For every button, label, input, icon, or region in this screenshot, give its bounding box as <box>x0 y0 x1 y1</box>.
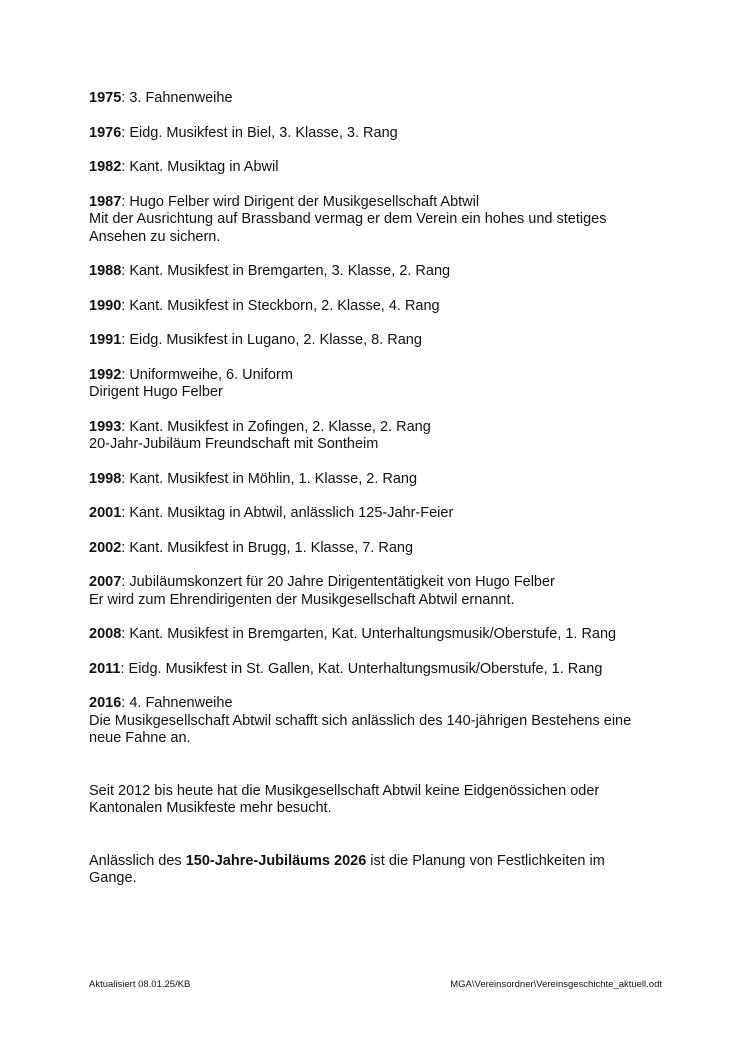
entry-line <box>89 626 679 644</box>
chronicle-entry <box>89 332 679 350</box>
entry-line <box>89 505 679 523</box>
entry-line <box>89 298 679 316</box>
entry-line <box>89 263 679 281</box>
chronicle-entry <box>89 367 679 402</box>
chronicle-entry <box>89 90 679 108</box>
entry-line <box>89 159 679 177</box>
entry-text: Mit der Ausrichtung auf Brassband vermag er dem Verein ein hohes und stetiges <box>89 211 607 227</box>
entry-year: 2011 <box>89 660 121 677</box>
footer-updated: Aktualisiert 08.01.25/KB <box>89 979 191 990</box>
entry-text: neue Fahne an. <box>89 730 191 746</box>
entry-year: 2007 <box>89 574 122 590</box>
entry-text: : Eidg. Musikfest in Lugano, 2. Klasse, 8. Rang <box>121 332 422 348</box>
entry-text: Dirigent Hugo Felber <box>89 384 223 400</box>
entry-line <box>89 90 679 108</box>
entry-year: 2001 <box>89 505 122 521</box>
entry-text: : Eidg. Musikfest in Biel, 3. Klasse, 3. Rang <box>121 124 398 141</box>
closing-paragraph-1 <box>89 783 679 818</box>
closing-2-bold: 150-Jahre-Jubiläums 2026 <box>185 852 367 869</box>
chronicle-entry <box>89 540 679 558</box>
entry-line <box>89 730 679 748</box>
chronicle-entry <box>89 159 679 177</box>
entry-text: : Kant. Musikfest in Zofingen, 2. Klasse, 2. Rang <box>121 418 431 435</box>
entry-year: 1991 <box>89 332 122 348</box>
entry-line <box>89 419 679 437</box>
entry-line <box>89 471 679 489</box>
entry-year: 1975 <box>89 90 122 106</box>
entry-year: 1998 <box>89 470 122 487</box>
entry-year: 1990 <box>89 297 122 314</box>
entry-year: 1993 <box>89 418 122 435</box>
chronicle-entry <box>89 626 679 644</box>
chronicle-entry <box>89 661 679 679</box>
entry-text: : 3. Fahnenweihe <box>121 90 233 106</box>
chronicle-entry <box>89 263 679 281</box>
closing-2-suffix: ist die Planung von Festlichkeiten im <box>366 852 605 869</box>
entry-line <box>89 713 679 731</box>
entry-text: : Kant. Musikfest in Möhlin, 1. Klasse, 2. Rang <box>121 470 418 487</box>
entry-year: 2008 <box>89 626 122 642</box>
chronicle-entries <box>89 90 679 748</box>
entry-line <box>89 661 679 679</box>
entry-line <box>89 695 679 713</box>
chronicle-entry <box>89 574 679 609</box>
chronicle-entry <box>89 505 679 523</box>
entry-text: : Eidg. Musikfest in St. Gallen, Kat. Unterhaltungsmusik/Oberstufe, 1. Rang <box>120 660 603 677</box>
chronicle-entry <box>89 194 679 247</box>
entry-line <box>89 436 679 454</box>
entry-line <box>89 367 679 385</box>
entry-year: 1992 <box>89 366 122 383</box>
entry-text: : Jubiläumskonzert für 20 Jahre Dirigententätigkeit von Hugo Felber <box>121 574 555 590</box>
entry-text: : Kant. Musiktag in Abtwil, anlässlich 125-Jahr-Feier <box>121 505 454 521</box>
chronicle-entry <box>89 695 679 748</box>
entry-text: Ansehen zu sichern. <box>89 228 221 245</box>
entry-year: 2016 <box>89 695 122 711</box>
entry-year: 1988 <box>89 263 122 279</box>
chronicle-entry <box>89 298 679 316</box>
entry-line <box>89 592 679 610</box>
closing-2-line-2: Gange. <box>89 870 137 886</box>
entry-year: 1976 <box>89 124 122 141</box>
entry-line <box>89 229 679 247</box>
entry-line <box>89 384 679 402</box>
chronicle-entry <box>89 419 679 454</box>
entry-text: : Hugo Felber wird Dirigent der Musikgesellschaft Abtwil <box>121 193 480 210</box>
closing-2-prefix: Anlässlich des <box>89 852 186 869</box>
entry-text: : Kant. Musikfest in Bremgarten, 3. Klasse, 2. Rang <box>121 263 451 279</box>
page-footer <box>89 979 662 991</box>
document-body <box>89 90 679 888</box>
chronicle-entry <box>89 471 679 489</box>
entry-text: : Kant. Musikfest in Steckborn, 2. Klasse, 4. Rang <box>121 297 440 314</box>
entry-text: : 4. Fahnenweihe <box>121 695 233 711</box>
chronicle-entry <box>89 125 679 143</box>
closing-1-line-1: Seit 2012 bis heute hat die Musikgesellschaft Abtwil keine Eidgenössichen oder <box>89 782 600 799</box>
entry-line <box>89 574 679 592</box>
entry-year: 1987 <box>89 193 122 210</box>
entry-text: : Kant. Musikfest in Bremgarten, Kat. Unterhaltungsmusik/Oberstufe, 1. Rang <box>121 626 617 642</box>
entry-text: Die Musikgesellschaft Abtwil schafft sich anlässlich des 140-jährigen Bestehens eine <box>89 712 632 729</box>
entry-text: Er wird zum Ehrendirigenten der Musikgesellschaft Abtwil ernannt. <box>89 591 515 608</box>
closing-paragraph-2 <box>89 853 679 888</box>
entry-text: : Uniformweihe, 6. Uniform <box>121 366 293 383</box>
entry-text: : Kant. Musiktag in Abwil <box>121 159 279 175</box>
entry-line <box>89 332 679 350</box>
entry-line <box>89 211 679 229</box>
entry-line <box>89 194 679 212</box>
entry-text: 20-Jahr-Jubiläum Freundschaft mit Sontheim <box>89 436 379 452</box>
footer-file-path: MGA\Vereinsordner\Vereinsgeschichte_aktuell.odt <box>450 979 662 990</box>
entry-line <box>89 125 679 143</box>
entry-line <box>89 540 679 558</box>
entry-year: 2002 <box>89 539 122 556</box>
entry-year: 1982 <box>89 159 122 175</box>
closing-1-line-2: Kantonalen Musikfeste mehr besucht. <box>89 800 332 816</box>
entry-text: : Kant. Musikfest in Brugg, 1. Klasse, 7. Rang <box>121 539 414 556</box>
